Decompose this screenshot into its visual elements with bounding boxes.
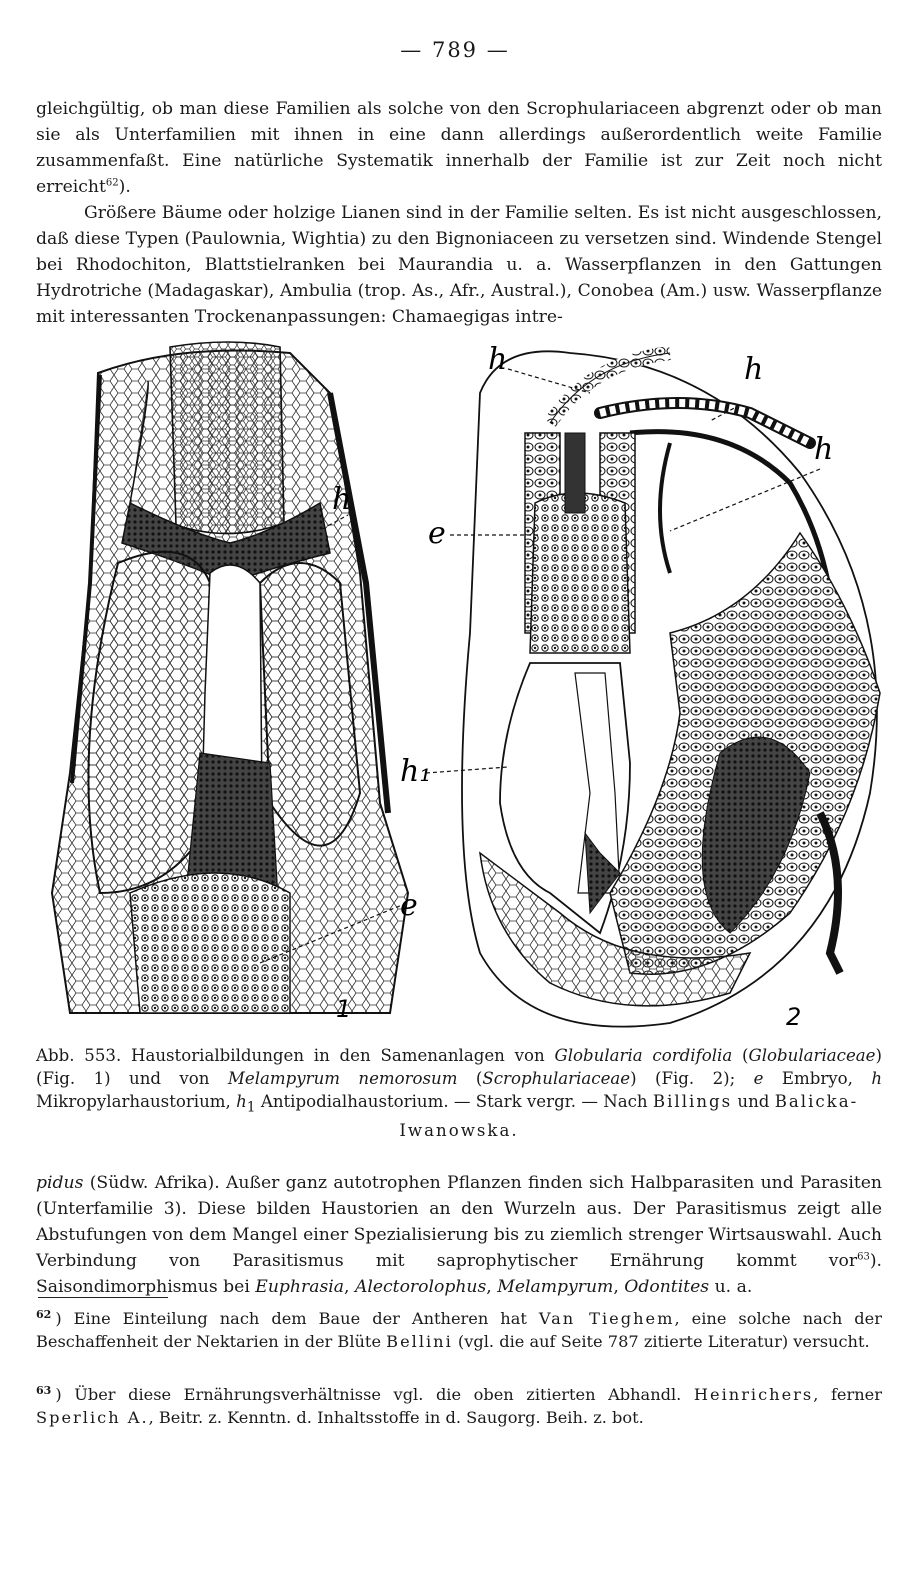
label-fig1-number: 1 — [336, 995, 352, 1023]
label-h-fig2-right: h — [814, 432, 834, 467]
caption-symbol: h — [236, 1092, 247, 1111]
body-text: u. a. — [709, 1277, 753, 1297]
caption-symbol: h — [871, 1069, 882, 1088]
figure-2-drawing — [426, 351, 880, 1026]
body-text: (Südw. Afrika). Außer ganz autotrophen Pflanzen finden sich Halbparasiten und Parasiten (Unterfamilie 3). Diese bilden Haustorien an den Wurzeln aus. Der Parasitismus zeigt alle Abstufungen von dem Mangel einer Spezialisierung bis zu ziemlich strenger Wirtsauswahl. Auch Verbindung von Parasitismus mit saprophytischer Ernährung kommt vor — [36, 1173, 882, 1271]
label-h-fig1: h — [332, 482, 352, 517]
body-genus: Euphrasia — [255, 1277, 345, 1297]
footnote-63 — [36, 1383, 882, 1429]
botanical-figure — [30, 333, 890, 1038]
footnote-text: ) Eine Einteilung nach dem Baue der Antheren hat — [55, 1309, 539, 1328]
intro-paragraph-1-text: gleichgültig, ob man diese Familien als solche von den Scrophulariaceen abgrenzt oder ob man sie als Unterfamilien mit ihnen in eine dann allerdings außerordentlich weite Familie zusammenfaßt. Eine natürliche Systematik innerhalb der Familie ist zur Zeit noch nicht erreicht — [36, 99, 882, 197]
caption-text: ) (Fig. 2); — [630, 1069, 754, 1088]
caption-text: Mikropylarhaustorium, — [36, 1092, 237, 1111]
footnote-text: , Beitr. z. Kenntn. d. Inhaltsstoffe in d. Saugorg. Beih. z. bot. — [148, 1408, 644, 1427]
figure-1-drawing — [52, 342, 408, 1013]
body-paragraph: pidus (Südw. Afrika). Außer ganz autotrophen Pflanzen finden sich Halbparasiten und Parasiten (Unterfamilie 3). Diese bilden Haustorien an den Wurzeln aus. Der Parasitismus zeigt alle Abstufungen von dem Mangel einer Spezialisierung bis zu ziemlich strenger Wirtsauswahl. Auch Verbindung von Parasitismus mit saprophytischer Ernährung kommt vor$^{63}$). Saisondimorphismus bei Euphrasia, Alectorolophus, Melampyrum, Odontites u. a. — [36, 1173, 882, 1297]
footnote-author: Van Tieghem — [538, 1309, 675, 1328]
label-h1-fig2: h₁ — [400, 754, 432, 789]
caption-genus: Melampyrum nemorosum — [227, 1069, 458, 1088]
intro-paragraph-1: gleichgültig, ob man diese Familien als solche von den Scrophulariaceen abgrenzt oder ob man sie als Unterfamilien mit ihnen in eine dann allerdings außerordentlich weite Familie zusammenfaßt. Eine natürliche Systematik innerhalb der Familie ist zur Zeit noch nicht erreicht$^{62}$). — [36, 99, 882, 197]
footnote-author: Bellini — [386, 1332, 453, 1351]
body-genus: Alectorolophus — [354, 1277, 487, 1297]
label-h-fig2-top: h — [744, 352, 764, 387]
body-species: pidus — [36, 1173, 84, 1193]
caption-author: Iwanowska. — [399, 1121, 519, 1141]
label-e-fig2: e — [428, 516, 446, 551]
footnote-ref-63: 63 — [857, 1251, 870, 1263]
body-text: ). Saisondimorphismus bei — [36, 1251, 882, 1297]
label-fig2-number: 2 — [786, 1003, 802, 1031]
caption-author: Balicka- — [774, 1092, 859, 1111]
caption-genus: Globularia cordifolia — [554, 1046, 733, 1065]
caption-subscript: 1 — [246, 1099, 256, 1116]
caption-family: Scrophulariaceae — [482, 1069, 631, 1088]
intro-paragraph-2: Größere Bäume oder holzige Lianen sind in der Familie selten. Es ist nicht ausgeschlossen, daß diese Typen (Paulownia, Wightia) zu den Bignoniaceen zu versetzen sind. Windende Stengel bei Rhodochiton, Blattstielranken bei Maurandia u. a. Wasserpflanzen in den Gattungen Hydrotriche (Madagaskar), Ambulia (trop. As., Afr., Austral.), Conobea (Am.) usw. Wasserpflanze mit interessanten Trockenanpassungen: Chamaegigas intre- — [36, 203, 882, 327]
figure-caption — [36, 1044, 882, 1142]
footnote-text: , ferner — [813, 1385, 882, 1404]
footnote-mark: 63 — [36, 1383, 52, 1397]
footnote-author: Heinrichers — [693, 1385, 814, 1404]
caption-text: ( — [732, 1046, 749, 1065]
caption-author: Billings — [652, 1092, 733, 1111]
page-number: — 789 — — [400, 38, 510, 62]
footnote-ref-62: 62 — [105, 177, 119, 189]
caption-text: Antipodialhaustorium. — Stark vergr. — Nach — [255, 1092, 653, 1111]
caption-family: Globulariaceae — [748, 1046, 876, 1065]
footnote-mark: 62 — [36, 1307, 52, 1321]
intro-text — [36, 96, 882, 330]
footnote-text: (vgl. die auf Seite 787 zitierte Literatur) versucht. — [452, 1332, 870, 1351]
caption-text: und — [732, 1092, 775, 1111]
caption-text: ) (Fig. 1) und von — [36, 1046, 882, 1088]
footnote-62 — [36, 1307, 882, 1353]
body-genus: Odontites — [624, 1277, 710, 1297]
label-e-fig1: e — [400, 888, 418, 923]
footnote-divider — [38, 1297, 168, 1298]
footnote-text: ) Über diese Ernährungsverhältnisse vgl. die oben zitierten Abhandl. — [55, 1385, 694, 1404]
label-h-fig2-left: h — [488, 342, 508, 377]
footnote-author: Sperlich A. — [36, 1408, 149, 1427]
caption-symbol: e — [753, 1069, 764, 1088]
caption-text: ( — [457, 1069, 483, 1088]
caption-text: Embryo, — [763, 1069, 872, 1088]
body-genus: Melampyrum — [497, 1277, 614, 1297]
footnote-text: , eine solche nach der Beschaffenheit der Nektarien in der Blüte — [36, 1309, 882, 1351]
caption-text: Abb. 553. Haustorialbildungen in den Samenanlagen von — [36, 1046, 555, 1065]
